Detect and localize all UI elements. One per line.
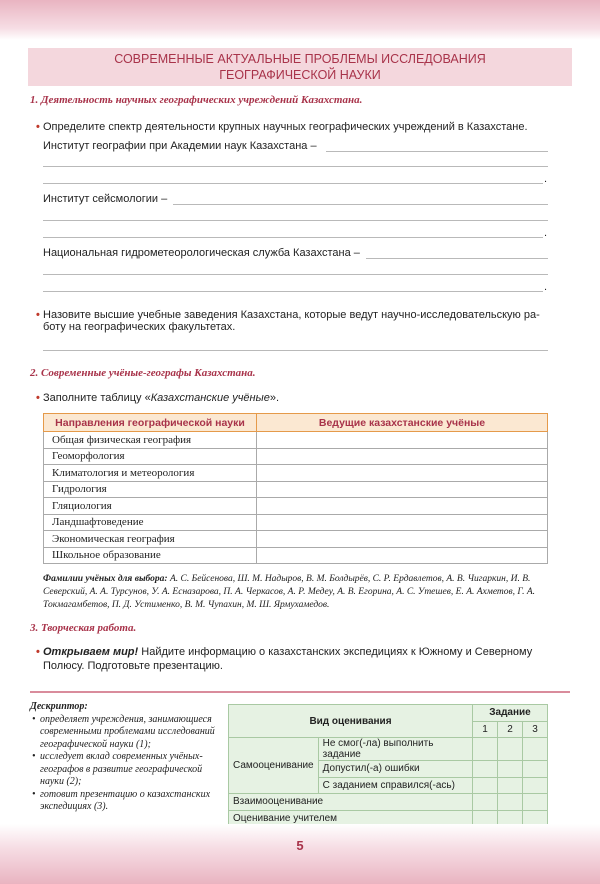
section1-title: 1. Деятельность научных географических учреждений Казахстана. (30, 94, 363, 106)
table-header-directions: Направления географической науки (44, 414, 257, 432)
scientist-input-cell[interactable] (257, 498, 548, 515)
check-cell[interactable] (473, 777, 498, 794)
table-header-scientists: Ведущие казахстанские учёные (257, 414, 548, 432)
scientist-input-cell[interactable] (257, 465, 548, 482)
answer-line[interactable] (43, 291, 543, 292)
check-cell[interactable] (523, 777, 548, 794)
answer-line[interactable] (43, 237, 543, 238)
self-assessment-option: Не смог(-ла) выполнить задание (318, 738, 472, 761)
check-cell[interactable] (498, 738, 523, 761)
section2-task-suffix: ». (269, 392, 280, 404)
answer-line[interactable] (326, 151, 548, 152)
page-title-line1: СОВРЕМЕННЫЕ АКТУАЛЬНЫЕ ПРОБЛЕМЫ ИССЛЕДОВАНИЯ (114, 52, 486, 66)
names-text: А. С. Бейсенова, Ш. М. Надыров, В. М. Болдырёв, С. Р. Ердавлетов, А. В. Чигаркин, И. В. Северский, А. А. Турсунов, У. А. Есназарова, П. А. Черкасов, А. Р. Медеу, А. В. Егорина, А. С. Утешев, Е. А. Ахметов, Г. А. Токмагамбетов, П. Д. Устименко, В. М. Чупахин, М. Ш. Ярмухамедов. (43, 574, 536, 610)
names-label: Фамилии учёных для выбора: (43, 574, 168, 584)
bottom-decor-band (0, 824, 600, 884)
descriptor-item: • готовит презентацию о казахстанских экспедициях (3). (40, 789, 220, 814)
descriptor (30, 701, 220, 814)
table-row (44, 547, 548, 564)
peer-assessment-label: Взаимооценивание (229, 794, 473, 811)
scientist-input-cell[interactable] (257, 432, 548, 449)
task-number: 2 (498, 721, 523, 738)
check-cell[interactable] (523, 761, 548, 778)
line-end-dot: . (544, 281, 548, 293)
section1-task2-line1: • Назовите высшие учебные заведения Казахстана, которые ведут научно-исследовательскую ра- (43, 309, 540, 321)
scientists-table (43, 413, 548, 564)
section2-task-prefix: Заполните таблицу « (43, 392, 151, 404)
section1-task2 (43, 309, 553, 333)
answer-line[interactable] (366, 258, 548, 259)
direction-cell: Экономическая география (44, 531, 257, 548)
scientist-input-cell[interactable] (257, 531, 548, 548)
check-cell[interactable] (473, 794, 498, 811)
top-decor-band (0, 0, 600, 40)
descriptor-item: • определяет учреждения, занимающиеся современными проблемами исследований географической науки (1); (40, 714, 220, 752)
answer-line[interactable] (43, 220, 548, 221)
line-end-dot: . (544, 173, 548, 185)
assessment-table (228, 704, 548, 827)
answer-line[interactable] (43, 350, 548, 351)
section1-task2-line2: боту на географических факультетах. (43, 321, 236, 333)
answer-line[interactable] (43, 183, 543, 184)
check-cell[interactable] (523, 794, 548, 811)
answer-line[interactable] (173, 204, 548, 205)
table-row (44, 498, 548, 515)
direction-cell: Гидрология (44, 481, 257, 498)
table-row (44, 514, 548, 531)
answer-line[interactable] (43, 274, 548, 275)
section3-task-line1: Найдите информацию о казахстанских экспедициях к Южному и Северному (138, 646, 533, 658)
scientist-input-cell[interactable] (257, 514, 548, 531)
table-row (44, 432, 548, 449)
section3-task-bold: Открываем мир! (43, 646, 139, 658)
section2-title: 2. Современные учёные-географы Казахстана. (30, 367, 256, 379)
section3-task-line2: Полюсу. Подготовьте презентацию. (43, 660, 223, 672)
direction-cell: Гляциология (44, 498, 257, 515)
check-cell[interactable] (523, 738, 548, 761)
table-row (44, 481, 548, 498)
descriptor-title: Дескриптор: (30, 701, 88, 712)
assessment-type-header: Вид оценивания (229, 705, 473, 738)
descriptor-item: • исследует вклад современных учёных-географов в развитие географической науки (2); (40, 751, 220, 789)
self-assessment-option: Допустил(-а) ошибки (318, 761, 472, 778)
self-assessment-label: Самооценивание (229, 738, 319, 794)
table-row (44, 465, 548, 482)
hydromet-service-label: Национальная гидрометеорологическая служба Казахстана – (43, 247, 360, 259)
check-cell[interactable] (473, 738, 498, 761)
direction-cell: Климатология и метеорология (44, 465, 257, 482)
direction-cell: Школьное образование (44, 547, 257, 564)
direction-cell: Ландшафтоведение (44, 514, 257, 531)
divider (30, 691, 570, 693)
page-title (28, 48, 572, 86)
section3-task (43, 645, 553, 673)
task-number: 1 (473, 721, 498, 738)
task-header: Задание (473, 705, 548, 722)
section2-task (43, 392, 279, 404)
check-cell[interactable] (498, 777, 523, 794)
scientist-names-list (43, 573, 558, 612)
direction-cell: Геоморфология (44, 448, 257, 465)
page-title-line2: ГЕОГРАФИЧЕСКОЙ НАУКИ (219, 68, 381, 82)
scientist-input-cell[interactable] (257, 547, 548, 564)
line-end-dot: . (544, 227, 548, 239)
institute-seismology-label: Институт сейсмологии – (43, 193, 168, 205)
task-number: 3 (523, 721, 548, 738)
institute-geography-label: Институт географии при Академии наук Казахстана – (43, 140, 317, 152)
self-assessment-option: С заданием справился(-ась) (318, 777, 472, 794)
page-number: 5 (296, 838, 304, 853)
check-cell[interactable] (473, 761, 498, 778)
table-row (44, 531, 548, 548)
scientist-input-cell[interactable] (257, 481, 548, 498)
table-row (44, 448, 548, 465)
teacher-assessment-label: Оценивание учителем (229, 810, 473, 827)
check-cell[interactable] (498, 761, 523, 778)
section2-task-table-name: Казахстанские учёные (150, 392, 270, 404)
section3-title: 3. Творческая работа. (30, 622, 137, 634)
section1-task1: • Определите спектр деятельности крупных научных географических учреждений в Казахстане. (43, 121, 528, 133)
direction-cell: Общая физическая география (44, 432, 257, 449)
scientist-input-cell[interactable] (257, 448, 548, 465)
check-cell[interactable] (498, 794, 523, 811)
answer-line[interactable] (43, 166, 548, 167)
